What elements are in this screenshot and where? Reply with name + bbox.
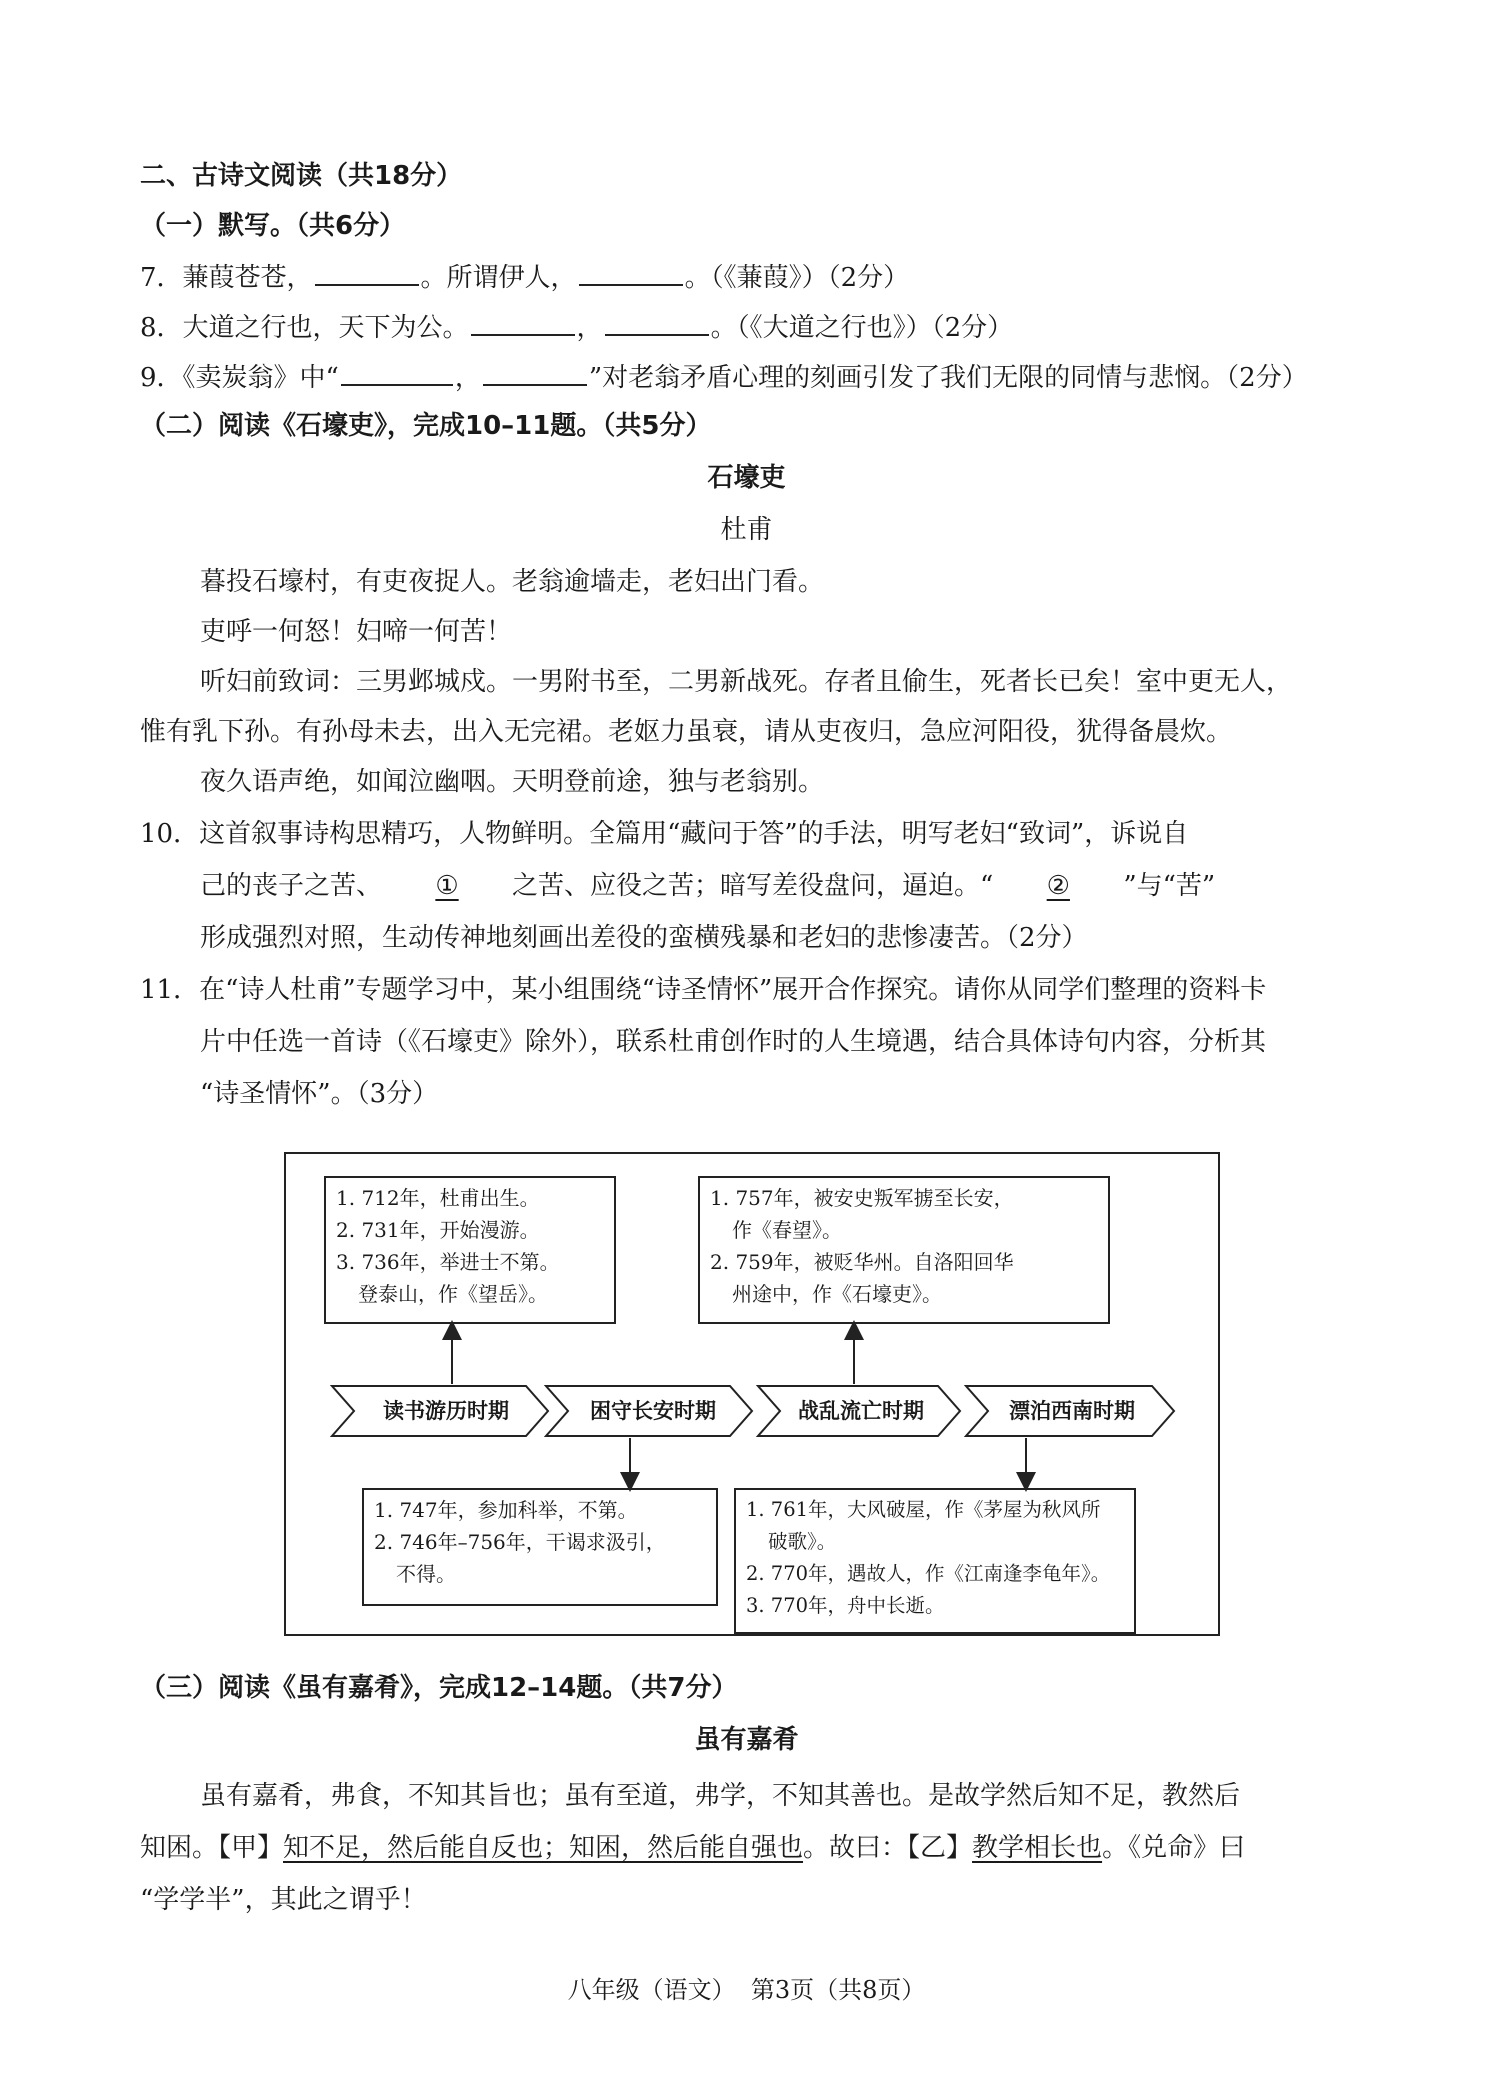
poem-author: 杜甫 bbox=[720, 515, 773, 545]
question-7: 7．蒹葭苍苍， 。所谓伊人， 。（《蒹葭》）（2分） bbox=[140, 258, 909, 296]
underlined-yi: 教学相长也 bbox=[972, 1833, 1103, 1863]
blank-2[interactable]: ② bbox=[1046, 871, 1070, 901]
blank-1[interactable]: ① bbox=[435, 871, 459, 901]
question-8: 8．大道之行也，天下为公。 ， 。（《大道之行也》）（2分） bbox=[140, 308, 1013, 346]
answer-blank[interactable] bbox=[341, 358, 453, 386]
question-11-line2: 片中任选一首诗（《石壕吏》除外），联系杜甫创作时的人生境遇，结合具体诗句内容，分析其 bbox=[200, 1027, 1267, 1057]
poem-line: 暮投石壕村，有吏夜捉人。老翁逾墙走，老妇出门看。 bbox=[200, 567, 825, 597]
period-label-2: 困守长安时期 bbox=[590, 1399, 716, 1423]
info-box-chang-an: 1. 747年，参加科举，不第。 2. 746年–756年，干谒求汲引， 不得。 bbox=[362, 1488, 718, 1606]
period-label-1: 读书游历时期 bbox=[383, 1399, 509, 1423]
question-11-line3: “诗圣情怀”。（3分） bbox=[200, 1079, 439, 1109]
passage-line-3: “学学半”，其此之谓乎！ bbox=[140, 1885, 427, 1915]
question-10-line1: 10．这首叙事诗构思精巧，人物鲜明。全篇用“藏问于答”的手法，明写老妇“致词”，诉说自 bbox=[140, 819, 1189, 849]
answer-blank[interactable] bbox=[605, 308, 709, 336]
poem-title: 石壕吏 bbox=[707, 463, 786, 493]
part1-heading: （一）默写。（共6分） bbox=[140, 211, 406, 241]
underlined-jia: 知不足，然后能自反也；知困，然后能自强也 bbox=[283, 1833, 804, 1863]
answer-blank[interactable] bbox=[315, 258, 419, 286]
part2-heading: （二）阅读《石壕吏》，完成10–11题。（共5分） bbox=[140, 411, 712, 441]
answer-blank[interactable] bbox=[471, 308, 575, 336]
info-box-reading-travel: 1. 712年，杜甫出生。 2. 731年，开始漫游。 3. 736年，举进士不第。 登泰山，作《望岳》。 bbox=[324, 1176, 616, 1324]
question-9: 9．《卖炭翁》中“ ， ”对老翁矛盾心理的刻画引发了我们无限的同情与悲悯。（2分） bbox=[140, 358, 1308, 396]
question-10-line2: 己的丧子之苦、 ① 之苦、应役之苦；暗写差役盘问，逼迫。“ ② ”与“苦” bbox=[200, 868, 1215, 904]
part3-heading: （三）阅读《虽有嘉肴》，完成12–14题。（共7分） bbox=[140, 1673, 738, 1703]
answer-blank[interactable] bbox=[483, 358, 587, 386]
poem-line: 吏呼一何怒！妇啼一何苦！ bbox=[200, 617, 513, 647]
section-heading: 二、古诗文阅读（共18分） bbox=[140, 161, 463, 191]
poem-line: 惟有乳下孙。有孙母未去，出入无完裙。老妪力虽衰，请从吏夜归，急应河阳役，犹得备晨炊。 bbox=[140, 717, 1233, 747]
info-box-war-exile: 1. 757年，被安史叛军掳至长安， 作《春望》。 2. 759年，被贬华州。自洛阳回华 州途中，作《石壕吏》。 bbox=[698, 1176, 1110, 1324]
answer-blank[interactable] bbox=[579, 258, 683, 286]
poem-line: 夜久语声绝，如闻泣幽咽。天明登前途，独与老翁别。 bbox=[200, 767, 825, 797]
timeline-diagram bbox=[284, 1152, 1220, 1636]
question-11-line1: 11．在“诗人杜甫”专题学习中，某小组围绕“诗圣情怀”展开合作探究。请你从同学们整理的资料卡 bbox=[140, 975, 1267, 1005]
passage-line-1: 虽有嘉肴，弗食，不知其旨也；虽有至道，弗学，不知其善也。是故学然后知不足，教然后 bbox=[200, 1781, 1241, 1811]
question-10-line3: 形成强烈对照，生动传神地刻画出差役的蛮横残暴和老妇的悲惨凄苦。（2分） bbox=[200, 923, 1088, 953]
passage-line-2: 知困。【甲】知不足，然后能自反也；知困，然后能自强也。故曰：【乙】教学相长也。《兑命》曰 bbox=[140, 1833, 1246, 1863]
period-label-3: 战乱流亡时期 bbox=[798, 1399, 924, 1423]
page-footer: 八年级（语文） 第3页（共8页） bbox=[567, 1976, 926, 2004]
info-box-southwest: 1. 761年，大风破屋，作《茅屋为秋风所 破歌》。 2. 770年，遇故人，作《江南逢李龟年》。 3. 770年，舟中长逝。 bbox=[734, 1488, 1136, 1634]
period-label-4: 漂泊西南时期 bbox=[1009, 1399, 1135, 1423]
poem-line: 听妇前致词：三男邺城戍。一男附书至，二男新战死。存者且偷生，死者长已矣！室中更无人， bbox=[200, 667, 1293, 697]
passage-title: 虽有嘉肴 bbox=[694, 1725, 799, 1755]
